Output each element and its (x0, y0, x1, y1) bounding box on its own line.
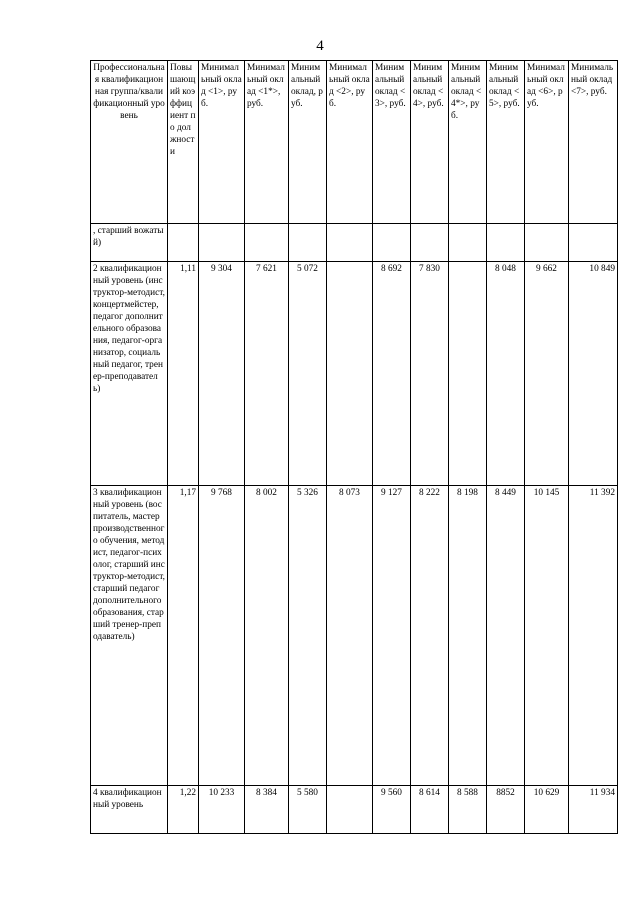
cell-value (327, 224, 373, 262)
cell-value (289, 224, 327, 262)
cell-value: 11 392 (569, 486, 618, 786)
cell-value (449, 224, 487, 262)
cell-value: 10 233 (199, 786, 245, 834)
row-name: , старший вожатый) (91, 224, 168, 262)
cell-value (569, 224, 618, 262)
cell-value: 7 621 (245, 262, 289, 486)
cell-value: 10 849 (569, 262, 618, 486)
header-min-salary-7: Минимальный оклад <7>, руб. (569, 61, 618, 224)
cell-value: 8 692 (373, 262, 411, 486)
cell-value: 8 222 (411, 486, 449, 786)
header-min-salary: Минимальный оклад, руб. (289, 61, 327, 224)
cell-value (411, 224, 449, 262)
header-coefficient: Повышающий коэффициент по должности (168, 61, 199, 224)
header-row (91, 61, 618, 224)
cell-value (525, 224, 569, 262)
cell-value (245, 224, 289, 262)
cell-value: 8 449 (487, 486, 525, 786)
header-group: Профессиональная квалификационная группа/квалификационный уровень (91, 61, 168, 224)
row-name: 4 квалификационный уровень (91, 786, 168, 834)
header-min-salary-4star: Минимальный оклад <4*>, руб. (449, 61, 487, 224)
cell-coefficient: 1,17 (168, 486, 199, 786)
row-name: 3 квалификационный уровень (воспитатель, мастер производственного обучения, методист, педагог-психолог, старший инструктор-методист, старший педагог дополнительного образования, старший тренер-преподаватель) (91, 486, 168, 786)
cell-value: 5 326 (289, 486, 327, 786)
header-min-salary-6: Минимальный оклад <6>, руб. (525, 61, 569, 224)
cell-value: 10 145 (525, 486, 569, 786)
cell-value: 8 048 (487, 262, 525, 486)
table-row (91, 224, 618, 262)
cell-value: 8 588 (449, 786, 487, 834)
cell-value: 9 304 (199, 262, 245, 486)
cell-value (327, 262, 373, 486)
header-min-salary-4: Минимальный оклад <4>, руб. (411, 61, 449, 224)
cell-value: 8 002 (245, 486, 289, 786)
cell-value: 7 830 (411, 262, 449, 486)
cell-value: 8 614 (411, 786, 449, 834)
cell-value: 10 629 (525, 786, 569, 834)
cell-value: 8852 (487, 786, 525, 834)
cell-value (327, 786, 373, 834)
table-row (91, 262, 618, 486)
cell-value: 9 768 (199, 486, 245, 786)
row-name: 2 квалификационный уровень (инструктор-методист, концертмейстер, педагог дополнительного образования, педагог-организатор, социальный педагог, тренер-преподаватель) (91, 262, 168, 486)
cell-value: 11 934 (569, 786, 618, 834)
header-min-salary-5: Минимальный оклад <5>, руб. (487, 61, 525, 224)
cell-value: 9 662 (525, 262, 569, 486)
cell-coefficient (168, 224, 199, 262)
header-min-salary-3: Минимальный оклад <3>, руб. (373, 61, 411, 224)
table-row (91, 786, 618, 834)
cell-value: 5 072 (289, 262, 327, 486)
cell-value (199, 224, 245, 262)
page-number: 4 (316, 38, 324, 54)
cell-value: 9 127 (373, 486, 411, 786)
cell-value (449, 262, 487, 486)
cell-value (373, 224, 411, 262)
header-min-salary-2: Минимальный оклад <2>, руб. (327, 61, 373, 224)
cell-value: 8 384 (245, 786, 289, 834)
cell-value: 8 198 (449, 486, 487, 786)
cell-value: 9 560 (373, 786, 411, 834)
salary-table (90, 60, 618, 834)
cell-coefficient: 1,22 (168, 786, 199, 834)
cell-value (487, 224, 525, 262)
header-min-salary-1star: Минимальный оклад <1*>, руб. (245, 61, 289, 224)
cell-value: 8 073 (327, 486, 373, 786)
cell-value: 5 580 (289, 786, 327, 834)
cell-coefficient: 1,11 (168, 262, 199, 486)
table-row (91, 486, 618, 786)
header-min-salary-1: Минимальный оклад <1>, руб. (199, 61, 245, 224)
